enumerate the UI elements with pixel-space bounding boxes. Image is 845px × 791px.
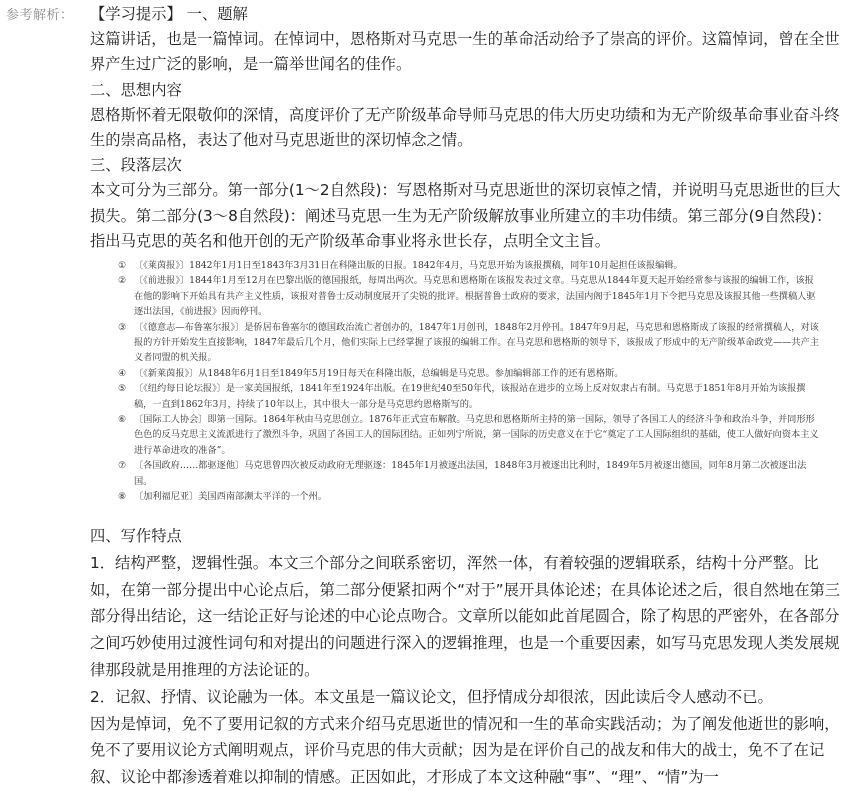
footnote-number: ① [118,260,127,271]
footnote-item [118,381,822,412]
footnote-item [118,320,822,366]
study-tips-heading: 【学习提示】 一、题解 [90,5,248,23]
footnote-item [118,366,822,381]
footnote-text: 〔《德意志—布鲁塞尔报》〕是侨居布鲁塞尔的德国政治流亡者创办的，1847年1月创刊，1848年2月停刊。1847年9月起，马克思和恩格斯成了该报的经常撰稿人，对该报的方针开始发生直接影响，1847年最后几个月，他们实际上已经掌握了该报的编辑工作。在马克思和恩格斯的领导下，该报成了形成中的无产阶级革命政党——共产主义者同盟的机关报。 [134,321,819,364]
footnote-item [118,412,822,458]
scanned-footnotes-image [118,258,822,515]
ideological-content-paragraph: 恩格斯怀着无限敬仰的深情，高度评价了无产阶级革命导师马克思的伟大历史功绩和为无产阶级革命事业奋斗终生的崇高品格，表达了他对马克思逝世的深切悼念之情。 [90,105,840,150]
footnote-item [118,258,822,273]
title-explanation-paragraph: 这篇讲话，也是一篇悼词。在悼词中，恩格斯对马克思一生的革命活动给予了崇高的评价。这篇悼词，曾在全世界产生过广泛的影响，是一篇举世闻名的佳作。 [90,30,840,74]
footnote-item [118,489,822,504]
footnote-text: 〔国际工人协会〕即第一国际。1864年秋由马克思创立。1876年正式宣布解散。马克思和恩格斯所主持的第一国际，领导了各国工人的经济斗争和政治斗争，并同形形色色的反马克思主义流派进行了激烈斗争，巩固了各国工人的国际团结。正如列宁所说，第一国际的历史意义在于它“奠定了工人国际组织的基础，使工人做好向资本主义进行革命进攻的准备”。 [134,414,819,456]
paragraph-structure-heading: 三、段落层次 [90,156,182,175]
footnote-text: 〔加利福尼亚〕美国西南部濒太平洋的一个州。 [134,491,327,503]
reference-analysis-label: 参考解析： [6,8,74,23]
footnote-number: ⑥ [118,414,127,426]
analysis-top-section [90,2,842,254]
footnote-item [118,458,822,489]
footnote-number: ② [118,275,127,287]
footnote-number: ⑧ [118,491,127,503]
footnote-number: ④ [118,367,127,379]
footnote-text: 〔《莱茵报》〕1842年1月1日至1843年3月31日在科隆出版的日报。1842年4月，马克思开始为该报撰稿，同年10月起担任该报编辑。 [134,260,683,271]
eulogy-explanation-paragraph: 因为是悼词，免不了要用记叙的方式来介绍马克思逝世的情况和一生的革命实践活动；为了阐发他逝世的影响，免不了要用议论方式阐明观点，评价马克思的伟大贡献；因为是在评价自己的战友和伟大的战士，免不了在记叙、议论中都渗透着难以抑制的情感。正因如此，才形成了本文这种融“事”、“理”、“情”为一 [90,714,840,787]
footnote-text: 〔《纽约每日论坛报》〕是一家美国报纸，1841年至1924年出版。在19世纪40至50年代，该报站在进步的立场上反对奴隶占有制。马克思于1851年8月开始为该报撰稿，一直到1862年3月，持续了10年以上，其中很大一部分是马克思约恩格斯写的。 [134,383,806,410]
footnote-number: ⑤ [118,383,127,395]
footnote-text: 〔各国政府……都驱逐他〕马克思曾四次被反动政府无理驱逐：1845年1月被逐出法国，1848年3月被逐出比利时，1849年5月被逐出德国，同年8月第二次被逐出法国。 [134,460,807,487]
analysis-bottom-section [90,523,842,791]
paragraph-structure-paragraph: 本文可分为三部分。第一部分(1～2自然段)：写恩格斯对马克思逝世的深切哀悼之情，并说明马克思逝世的巨大损失。第二部分(3～8自然段)：阐述马克思一生为无产阶级解放事业所建立的丰功伟绩。第三部分(9自然段)：指出马克思的英名和他开创的无产阶级革命事业将永世长存，点明全文主旨。 [90,181,841,250]
footnote-number: ③ [118,321,127,333]
footnote-text: 〔《新莱茵报》〕从1848年6月1日至1849年5月19日每天在科隆出版，总编辑是马克思。参加编辑部工作的还有恩格斯。 [134,367,624,379]
writing-features-heading: 四、写作特点 [90,527,182,545]
feature-narration-paragraph: 2．记叙、抒情、议论融为一体。本文虽是一篇议论文，但抒情成分却很浓，因此读后令人感动不已。 [90,687,773,706]
footnote-number: ⑦ [118,460,127,472]
ideological-content-heading: 二、思想内容 [90,80,182,99]
feature-structure-paragraph: 1．结构严整，逻辑性强。本文三个部分之间联系密切，浑然一体，有着较强的逻辑联系，结构十分严整。比如，在第一部分提出中心论点后，第二部分便紧扣两个“对于”展开具体论述；在具体论述之后，很自然地在第三部分得出结论，这一结论正好与论述的中心论点吻合。文章所以能如此首尾圆合，除了构思的严密外，在各部分之间巧妙使用过渡性词句和对提出的问题进行深入的逻辑推理，也是一个重要因素，如写马克思发现人类发展规律那段就是用推理的方法论证的。 [90,553,841,679]
footnote-item [118,273,822,319]
footnote-text: 〔《前进报》〕1844年1月至12月在巴黎出版的德国报纸，每周出两次。马克思和恩格斯在该报发表过文章。马克思从1844年夏天起开始经常参与该报的编辑工作，该报在他的影响下开始具有共产主义性质，该报对普鲁士反动制度展开了尖锐的批评。根据普鲁士政府的要求，法国内阁于1845年1月下令把马克思及该报其他一些撰稿人驱逐出法国，《前进报》因而停刊。 [134,275,816,318]
